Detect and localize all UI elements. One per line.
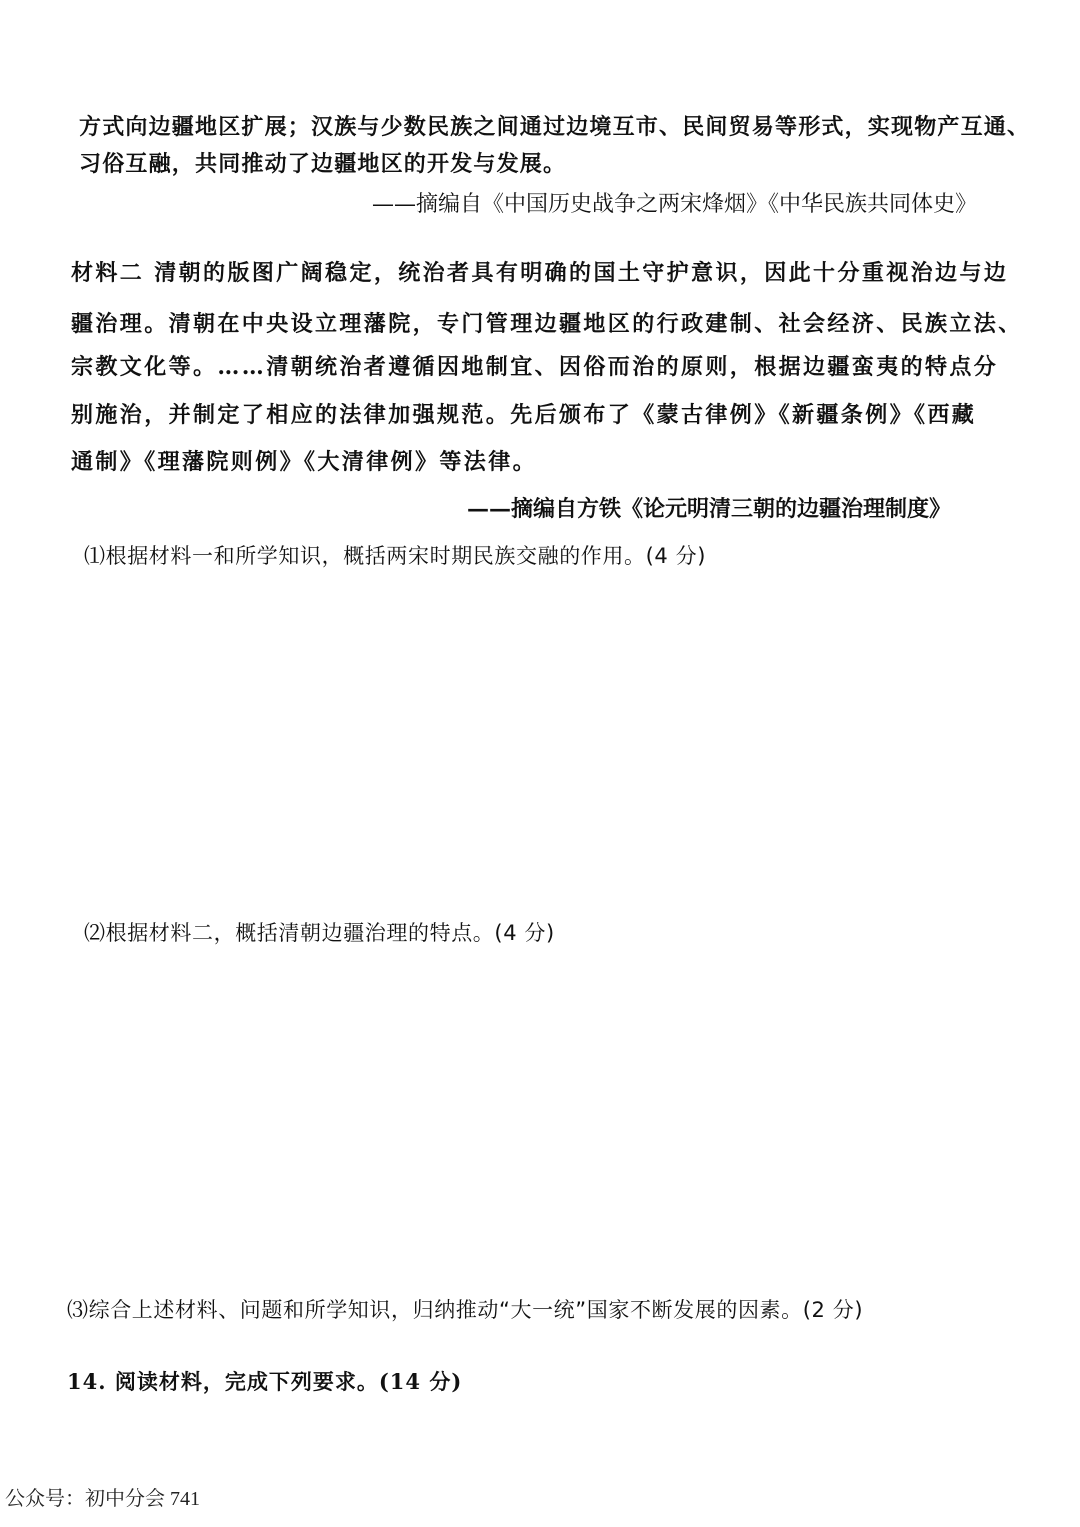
material2-line-2: 疆治理。清朝在中央设立理藩院，专门管理边疆地区的行政建制、社会经济、民族立法、 xyxy=(71,311,1023,337)
material2-line-4: 别施治，并制定了相应的法律加强规范。先后颁布了《蒙古律例》《新疆条例》《西藏 xyxy=(71,402,977,428)
material2-line-5: 通制》《理藩院则例》《大清律例》等法律。 xyxy=(71,449,538,475)
material2-line-3: 宗教文化等。……清朝统治者遵循因地制宜、因俗而治的原则，根据边疆蛮夷的特点分 xyxy=(71,354,999,380)
footer-account-label: 公众号：初中分会 741 xyxy=(5,1488,200,1510)
question-3: ⑶综合上述材料、问题和所学知识，归纳推动“大一统”国家不断发展的因素。(2 分) xyxy=(67,1298,864,1322)
material1-line-2: 习俗互融，共同推动了边疆地区的开发与发展。 xyxy=(79,151,567,177)
material2-source: ——摘编自方铁《论元明清三朝的边疆治理制度》 xyxy=(467,496,952,522)
material1-line-1: 方式向边疆地区扩展；汉族与少数民族之间通过边境互市、民间贸易等形式，实现物产互通、 xyxy=(79,114,1031,140)
question-14-heading: 14. 阅读材料，完成下列要求。(14 分) xyxy=(67,1369,463,1394)
question-2: ⑵根据材料二，概括清朝边疆治理的特点。(4 分) xyxy=(84,921,555,945)
material1-source: ——摘编自《中国历史战争之两宋烽烟》《中华民族共同体史》 xyxy=(372,192,978,217)
material2-line-1: 材料二 清朝的版图广阔稳定，统治者具有明确的国土守护意识，因此十分重视治边与边 xyxy=(71,260,1009,286)
question-1: ⑴根据材料一和所学知识，概括两宋时期民族交融的作用。(4 分) xyxy=(84,544,707,568)
